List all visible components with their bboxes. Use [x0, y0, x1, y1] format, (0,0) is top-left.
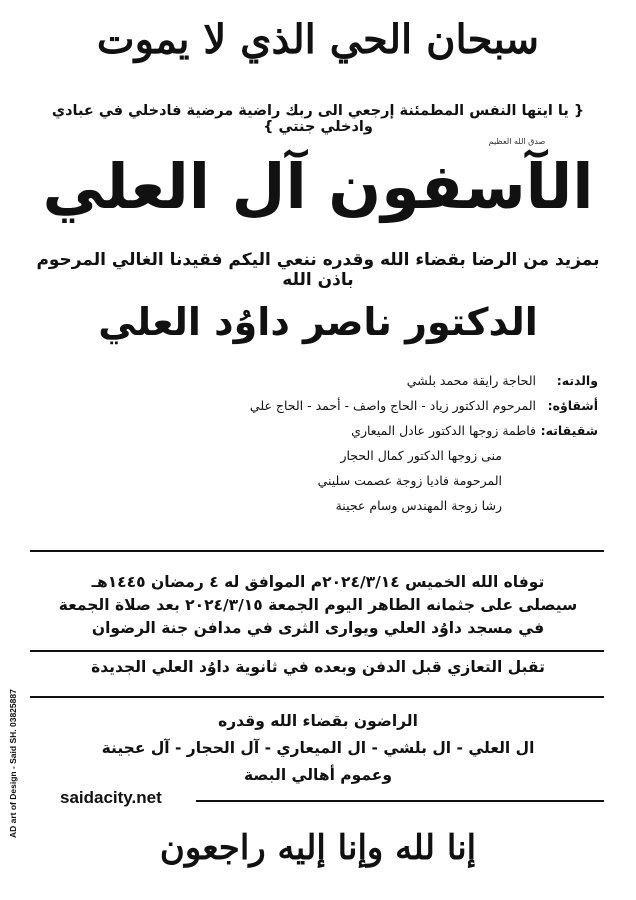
relatives-list: [30, 368, 598, 518]
divider: [30, 650, 604, 652]
relative-text: الحاجة رايقة محمد بلشي: [406, 373, 536, 388]
mourners-families: ال العلي - ال بلشي - ال الميعاري - آل الحجار - آل عجينة: [101, 739, 535, 757]
relative-row: [30, 443, 598, 468]
relative-label: والدته:: [556, 373, 598, 388]
intro-text: بمزيد من الرضا بقضاء الله وقدره ننعي اليكم فقيدنا الغالي المرحوم باذن الله: [36, 250, 600, 290]
relative-label: شقيقاته:: [540, 423, 598, 438]
footer-calligraphy: إنا لله وإنا إليه راجعون: [159, 828, 477, 868]
divider: [196, 800, 604, 802]
death-date-line: توفاه الله الخميس ٢٠٢٤/٣/١٤م الموافق له ٤ رمضان ١٤٤٥هـ: [91, 573, 545, 591]
mourners-block: [30, 708, 606, 789]
relative-row: [30, 368, 598, 393]
family-title: الآسفون آل العلي: [42, 150, 594, 223]
relative-label: [536, 468, 598, 493]
condolence-info: تقبل التعازي قبل الدفن وبعده في ثانوية داوُد العلي الجديدة: [91, 658, 545, 676]
deceased-name: الدكتور ناصر داوُد العلي: [98, 300, 538, 344]
relative-label: [536, 493, 598, 518]
divider: [30, 550, 604, 552]
relative-label: [536, 443, 598, 468]
relative-row: [30, 418, 598, 443]
designer-credit: AD art of Design - Said SH. 03825887: [8, 689, 18, 838]
burial-line: في مسجد داوُد العلي ويوارى الثرى في مدافن جنة الرضوان: [91, 619, 545, 637]
relative-text: رشا زوجة المهندس وسام عجينة: [335, 498, 502, 513]
header-calligraphy: سبحان الحي الذي لا يموت: [96, 16, 540, 63]
funeral-prayer-line: سيصلى على جثمانه الطاهر اليوم الجمعة ٢٠٢٤/٣/١٥ بعد صلاة الجمعة: [58, 596, 578, 614]
verse-source: صدق الله العظيم: [488, 137, 546, 146]
relative-row: [30, 493, 598, 518]
site-watermark: saidacity.net: [60, 788, 162, 807]
relative-text: المرحومة فاديا زوجة عصمت سليني: [317, 473, 502, 488]
relative-row: [30, 393, 598, 418]
relative-text: منى زوجها الدكتور كمال الحجار: [340, 448, 502, 463]
mourners-intro: الراضون بقضاء الله وقدره: [218, 712, 418, 730]
relative-row: [30, 468, 598, 493]
quran-verse: { يا ايتها النفس المطمئنة إرجعي الى ربك راضية مرضية فادخلي في عبادي وادخلي جنتي }: [51, 103, 585, 135]
mourners-town: وعموم أهالي البصة: [244, 766, 392, 784]
divider: [30, 696, 604, 698]
relative-label: أشقاؤه:: [547, 398, 598, 413]
death-info: [20, 571, 616, 640]
relative-text: المرحوم الدكتور زياد - الحاج واصف - أحمد - الحاج علي: [249, 398, 536, 413]
relative-text: فاطمة زوجها الدكتور عادل الميعاري: [351, 423, 536, 438]
